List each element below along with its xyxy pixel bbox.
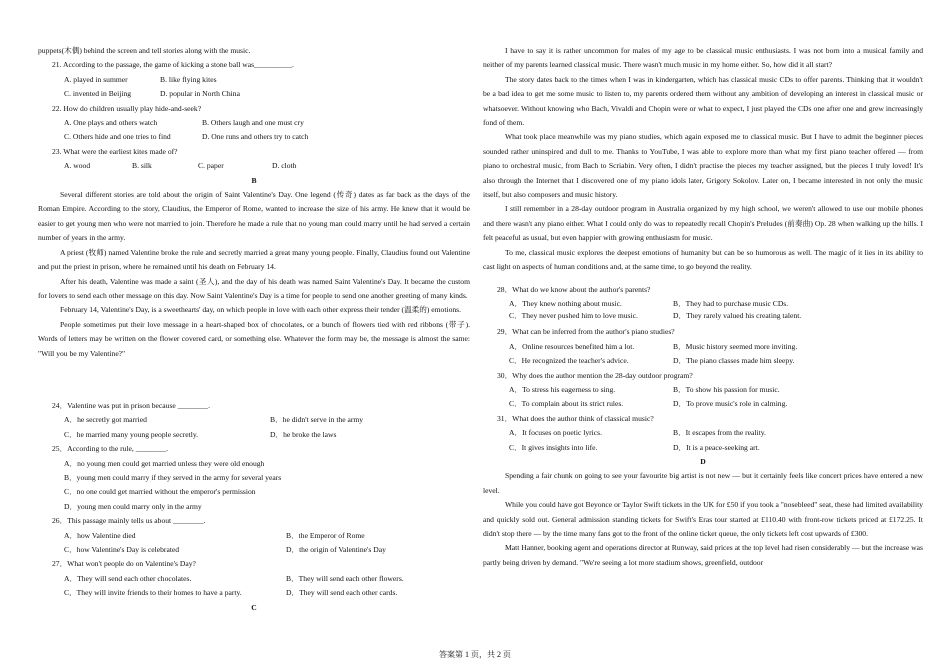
passage-d-paragraph: Matt Hanner, booking agent and operations director at Runway, said prices at the top level had risen considerably — but the increase was partly being driven by demand. "We're seeing a lot more stadium shows, greenfield, outdoor — [483, 543, 923, 567]
option: C．he married many young people secretly. — [64, 429, 199, 439]
options-22b — [38, 130, 470, 144]
option: A．It focuses on poetic lyrics. — [509, 428, 603, 438]
option: C．To complain about its strict rules. — [509, 399, 624, 409]
question-23: 23. What were the earliest kites made of? — [52, 146, 178, 156]
option: A．They knew nothing about music. — [509, 298, 622, 308]
passage-d-paragraph: While you could have got Beyonce or Taylor Swift tickets in the UK for £50 if you took a "nosebleed" seat, these had limited availability and quickly sold out. General admission standing tickets for Swift's Eras tour started at £110.40 with front-row tickets priced at £172.25. It didn't stop there — by the time many fans got to the front of the online ticket queue, the only tickets left cost upwards of £300. — [483, 500, 923, 538]
option: B．It escapes from the reality. — [673, 428, 766, 438]
options-31b — [483, 441, 923, 455]
options-30b — [483, 397, 923, 411]
options-27b — [38, 586, 470, 600]
option: A．To stress his eagerness to sing. — [509, 384, 616, 394]
option: D．he broke the laws — [270, 429, 337, 439]
section-d-heading: D — [700, 456, 706, 466]
question-31: 31．What does the author think of classical music? — [497, 413, 654, 423]
option: D. One runs and others try to catch — [202, 132, 309, 142]
option: B．young men could marry if they served in the army for several years — [64, 472, 282, 482]
option: D．They will send each other cards. — [286, 588, 398, 598]
option: C. Others hide and one tries to find — [64, 132, 171, 142]
options-26a — [38, 529, 470, 543]
option: A. wood — [64, 161, 91, 171]
section-c-heading: C — [251, 602, 257, 612]
option: B．They will send each other flowers. — [286, 573, 404, 583]
options-26b — [38, 543, 470, 557]
options-29b — [483, 354, 923, 368]
option: D．They rarely valued his creating talent. — [673, 311, 802, 321]
option: A．no young men could get married unless they were old enough — [64, 458, 265, 468]
option: C．He recognized the teacher's advice. — [509, 356, 629, 366]
option: D. cloth — [272, 161, 297, 171]
options-24b — [38, 428, 470, 442]
options-24a — [38, 413, 470, 427]
question-27: 27．What won't people do on Valentine's Day? — [52, 559, 196, 569]
option: B. like flying kites — [160, 74, 217, 84]
option: B．the Emperor of Rome — [286, 530, 365, 540]
question-22: 22. How do children usually play hide-and-seek? — [52, 103, 202, 113]
passage-b-paragraph: After his death, Valentine was made a saint (圣人), and the day of his death was named Saint Valentine's Day. It became the custom for lovers to send each other message on this day. Now Saint Valentine's Day is a time for people to send one another greeting of many kinds. — [38, 276, 470, 300]
question-28: 28．What do we know about the author's parents? — [497, 284, 651, 294]
options-30a — [483, 383, 923, 397]
options-28b — [483, 311, 923, 321]
option: C．It gives insights into life. — [509, 442, 598, 452]
question-29: 29．What can be inferred from the author's piano studies? — [497, 327, 675, 337]
page-footer: 答案第 1 页，共 2 页 — [439, 650, 511, 659]
option: B．To show his passion for music. — [673, 384, 780, 394]
option: C．how Valentine's Day is celebrated — [64, 545, 180, 554]
passage-c-paragraph: The story dates back to the times when I was in kindergarten, which has classical music CDs to offer parents. Thinking that it wouldn't be a bad idea to get me some music to listen to, my parents ordered them without any ambition of developing an interest in classical music or whatsoever. Without knowing who Bach, Vivaldi and Chopin were or what to expect, I just played the CDs one after one and grew increasingly fond of them. — [483, 74, 923, 128]
passage-c-paragraph: I still remember in a 28-day outdoor program in Australia organized by my high school, we weren't allowed to use our mobile phones and there wasn't any piano either. What I could only do was to repeatedly recall Chopin's Preludes (前奏曲) Op. 28 when walking up the hills. I felt peaceful as usual, but even happier with growing enthusiasm for music. — [483, 204, 923, 243]
passage-c-paragraph: What took place meanwhile was my piano studies, which again exposed me to classical music. But I have to admit the beginner pieces sounded rather uninspired and dull to me. Thanks to YouTube, I was able to explore more than what my first piano teacher offered — from piano to orchestral music, from Bach to Scriabin. Very often, I didn't practise the pieces my teacher assigned, but the pieces I truly loved! It's also through the Internet that I discovered one of my piano idols later, Grigory Sokolov. Later on, I became interested in not only the music itself, but also composers and music history. — [483, 132, 923, 200]
options-31a — [483, 426, 923, 440]
left-column — [38, 44, 470, 615]
option: A．They will send each other chocolates. — [64, 573, 192, 583]
options-21a — [38, 73, 470, 87]
option: B．he didn't serve in the army — [270, 415, 364, 425]
question-24: 24．Valentine was put in prison because ________. — [52, 400, 210, 410]
question-21: 21. According to the passage, the game of kicking a stone ball was__________. — [52, 60, 294, 70]
options-27a — [38, 572, 470, 586]
option: B．Music history seemed more inviting. — [673, 341, 798, 351]
option: A．how Valentine died — [64, 530, 136, 540]
passage-d-paragraph: Spending a fair chunk on going to see your favourite big artist is not new — but it certainly feels like concert prices have entered a new level. — [483, 471, 923, 495]
option: C. paper — [198, 161, 224, 171]
option: B. Others laugh and one must cry — [202, 118, 304, 128]
option: D．It is a peace-seeking art. — [673, 442, 760, 452]
option: C．They never pushed him to love music. — [509, 311, 638, 321]
passage-b-paragraph: A priest (牧师) named Valentine broke the rule and secretly married a great many young people. Finally, Claudius found out Valentine and put the priest in prison, where he remained until his death on February 14. — [38, 247, 470, 272]
option: D．the origin of Valentine's Day — [286, 545, 386, 554]
options-21b — [38, 87, 470, 101]
option: C．They will invite friends to their homes to have a party. — [64, 588, 242, 598]
option: D. popular in North China — [160, 89, 240, 99]
option: A. played in summer — [64, 74, 128, 84]
option: B. silk — [132, 161, 152, 171]
option: D．young men could marry only in the army — [64, 501, 202, 511]
options-23 — [38, 159, 470, 173]
passage-c-paragraph: To me, classical music explores the deepest emotions of humanity but can be so humorous as well. The magic of it lies in its ability to cast light on aspects of human conditions and, at the same time, to go beyond the reality. — [483, 247, 923, 272]
option: C．no one could get married without the emperor's permission — [64, 487, 256, 497]
option: B．They had to purchase music CDs. — [673, 298, 789, 308]
question-30: 30．Why does the author mention the 28-day outdoor program? — [497, 370, 693, 380]
option: D．To prove music's role in calming. — [673, 399, 788, 409]
option: A．Online resources benefited him a lot. — [509, 341, 635, 351]
top-line: puppets(木偶) behind the screen and tell stories along with the music. — [38, 46, 251, 55]
options-22a — [38, 116, 470, 130]
option: A. One plays and others watch — [64, 118, 158, 128]
question-25: 25．According to the rule, ________. — [52, 444, 168, 454]
passage-b-paragraph: Several different stories are told about the origin of Saint Valentine's Day. One legend (传奇) dates as far back as the days of the Roman Empire. According to the story, Claudius, the Emperor of Rome, wanted to increase the size of his army. He knew that it would be easier to get young men who were not married to join. Therefore he made a rule that no young man could marry until he had served a certain number of years in the army. — [38, 190, 470, 243]
option: D．The piano classes made him sleepy. — [673, 356, 795, 366]
options-28a — [483, 297, 923, 311]
passage-b-paragraph: People sometimes put their love message in a heart-shaped box of chocolates, or a bunch of flowers tied with red ribbons (带子). Words of letters may be written on the flower covered card, or something else. Whatever the form may be, the message is almost the same: "Will you be my Valentine?" — [38, 319, 470, 358]
passage-c-paragraph: I have to say it is rather uncommon for males of my age to be classical music enthusiasts. I was not born into a musical family and neither of my parents learned classical music. There wasn't much music in my home either. So, how did it all start? — [483, 46, 923, 70]
question-26: 26．This passage mainly tells us about ________. — [52, 516, 206, 526]
passage-b-paragraph: February 14, Valentine's Day, is a sweethearts' day, on which people in love with each other express their tender (温柔的) emotions. — [60, 305, 462, 315]
options-29a — [483, 340, 923, 354]
right-column — [483, 44, 923, 570]
option: A．he secretly got married — [64, 415, 147, 425]
option: C. invented in Beijing — [64, 89, 132, 99]
section-b-heading: B — [251, 175, 257, 185]
